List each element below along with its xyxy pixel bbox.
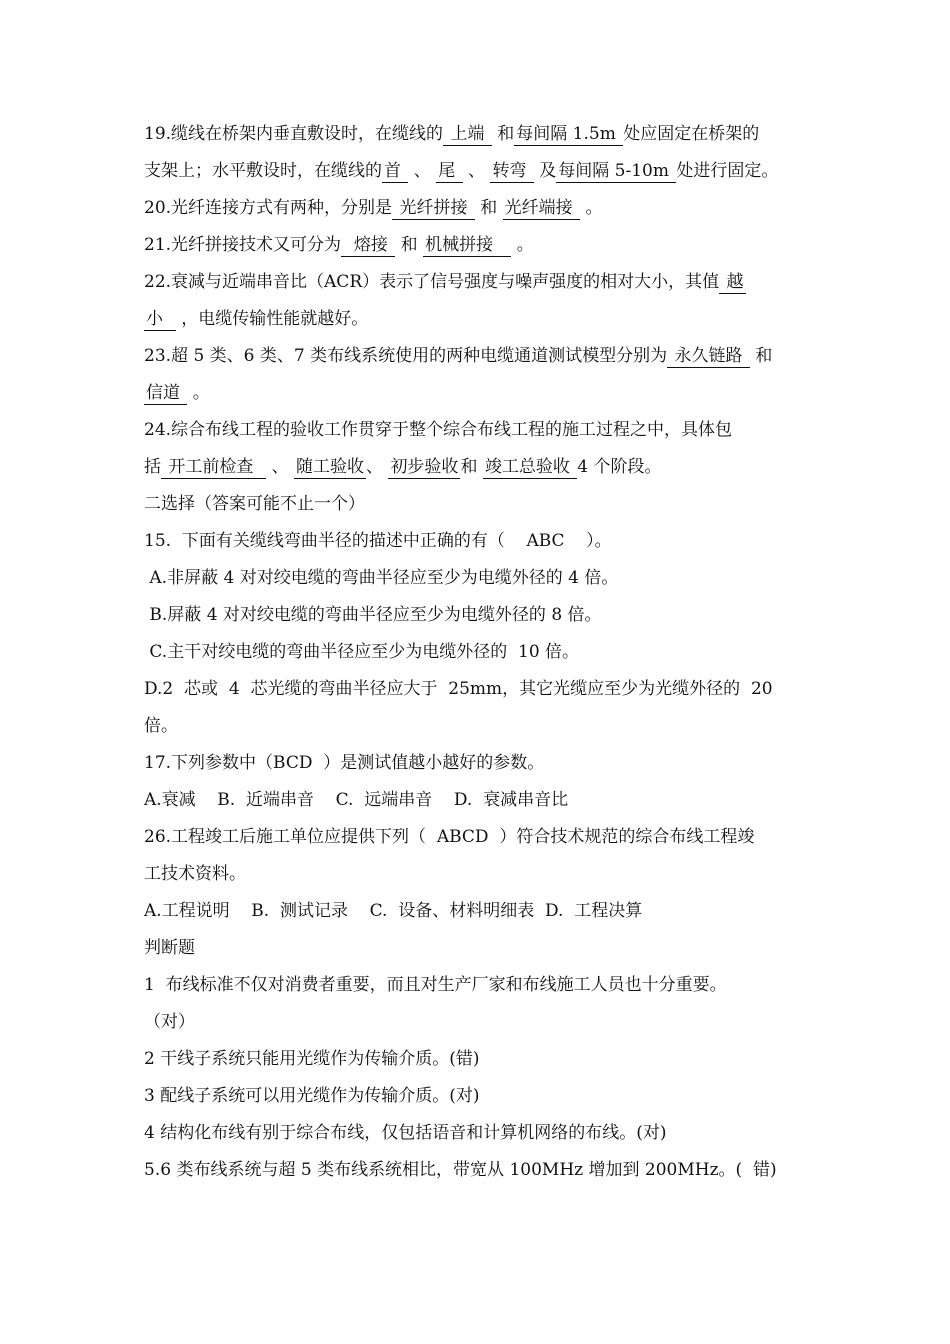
question-text: 处进行固定。 [676,161,779,181]
question-text: 21.光纤拼接技术又可分为 [144,235,342,255]
judge-line: 5.6 类布线系统与超 5 类布线系统相比，带宽从 100MHz 增加到 200MHz。( 错) [144,1160,777,1180]
question-text: 和 [460,457,483,477]
fill-question-line [144,264,808,301]
answer-blank: 永久链路 [669,346,748,366]
judge-section [144,967,808,1189]
judge-line: （对） [144,1012,195,1032]
fill-question-line [144,153,808,190]
question-text: 支架上；水平敷设时，在缆线的 [144,161,382,181]
question-text: 括 [144,457,161,477]
choice-line: 17.下列参数中（BCD ）是测试值越小越好的参数。 [144,753,545,773]
question-text: 22.衰减与近端串音比（ACR）表示了信号强度与噪声强度的相对大小，其值 [144,272,720,292]
question-text: 、 [462,161,491,181]
choice-section-heading: 二选择（答案可能不止一个） [144,494,365,514]
fill-question-line [144,412,808,449]
fill-question-line [144,301,808,338]
question-text: 和 [749,346,773,366]
document-content [144,116,808,1189]
question-text: 20.光纤连接方式有两种，分别是 [144,198,393,218]
answer-blank: 光纤拼接 [394,198,473,218]
question-text: 。 [511,235,534,255]
judge-line: 2 干线子系统只能用光缆作为传输介质。(错) [144,1049,480,1069]
answer-blank: 机械拼接 [425,235,510,255]
answer-blank: 尾 [438,161,461,181]
answer-blank: 竣工总验收 [484,457,576,477]
question-text: 和 [474,198,503,218]
choice-line: B.屏蔽 4 对对绞电缆的弯曲半径应至少为电缆外径的 8 倍。 [144,605,602,625]
choice-line: 15. 下面有关缆线弯曲半径的描述中正确的有（ ABC ）。 [144,531,612,551]
question-text: ，电缆传输性能就越好。 [175,309,369,329]
question-text: 19.缆线在桥架内垂直敷设时，在缆线的 [144,124,444,144]
choice-line: C.主干对绞电缆的弯曲半径应至少为电缆外径的 10 倍。 [144,642,580,662]
answer-blank: 随工验收 [296,457,365,477]
answer-blank: 小 [146,309,174,329]
fill-question-line [144,190,808,227]
fill-question-line [144,449,808,486]
judge-line: 4 结构化布线有别于综合布线，仅包括语音和计算机网络的布线。(对) [144,1123,667,1143]
answer-blank: 光纤端接 [504,198,579,218]
question-text: 、 [366,457,389,477]
judge-line: 1 布线标准不仅对消费者重要，而且对生产厂家和布线施工人员也十分重要。 [144,975,727,995]
question-text: 。 [187,383,210,403]
fill-question-line [144,338,808,375]
answer-blank: 越 [721,272,744,292]
choice-line: A.非屏蔽 4 对对绞电缆的弯曲半径应至少为电缆外径的 4 倍。 [144,568,619,588]
answer-blank: 转弯 [492,161,532,181]
question-text: 。 [580,198,603,218]
answer-blank: 初步验收 [390,457,459,477]
choice-line: 工技术资料。 [144,864,246,884]
answer-blank: 首 [384,161,407,181]
question-text: 及 [533,161,557,181]
answer-blank: 每间隔 1.5m [516,124,622,144]
judge-line: 3 配线子系统可以用光缆作为传输介质。(对) [144,1086,480,1106]
question-text: 23.超 5 类、6 类、7 类布线系统使用的两种电缆通道测试模型分别为 [144,346,668,366]
fill-question-line [144,227,808,264]
choice-line: 倍。 [144,716,178,736]
question-text: 、 [408,161,437,181]
choice-line: A.衰减 B. 近端串音 C. 远端串音 D. 衰减串音比 [144,790,569,810]
fill-question-line [144,375,808,412]
answer-blank: 信道 [146,383,186,403]
question-text: 24.综合布线工程的验收工作贯穿于整个综合布线工程的施工过程之中，具体包 [144,420,733,440]
choice-line: D.2 芯或 4 芯光缆的弯曲半径应大于 25mm，其它光缆应至少为光缆外径的 20 [144,679,773,699]
choice-line: A.工程说明 B. 测试记录 C. 设备、材料明细表 D. 工程决算 [144,901,643,921]
fill-in-section [144,116,808,486]
answer-blank: 熔接 [343,235,394,255]
choice-section [144,523,808,930]
judge-section-heading: 判断题 [144,938,195,958]
answer-blank: 上端 [445,124,490,144]
answer-blank: 开工前检查 [163,457,265,477]
question-text: 、 [266,457,295,477]
answer-blank: 每间隔 5-10m [558,161,675,181]
choice-line: 26.工程竣工后施工单位应提供下列（ ABCD ）符合技术规范的综合布线工程竣 [144,827,755,847]
question-text: 和 [491,124,515,144]
question-text: 4 个阶段。 [577,457,662,477]
fill-question-line [144,116,808,153]
question-text: 处应固定在桥架的 [623,124,760,144]
question-text: 和 [395,235,424,255]
